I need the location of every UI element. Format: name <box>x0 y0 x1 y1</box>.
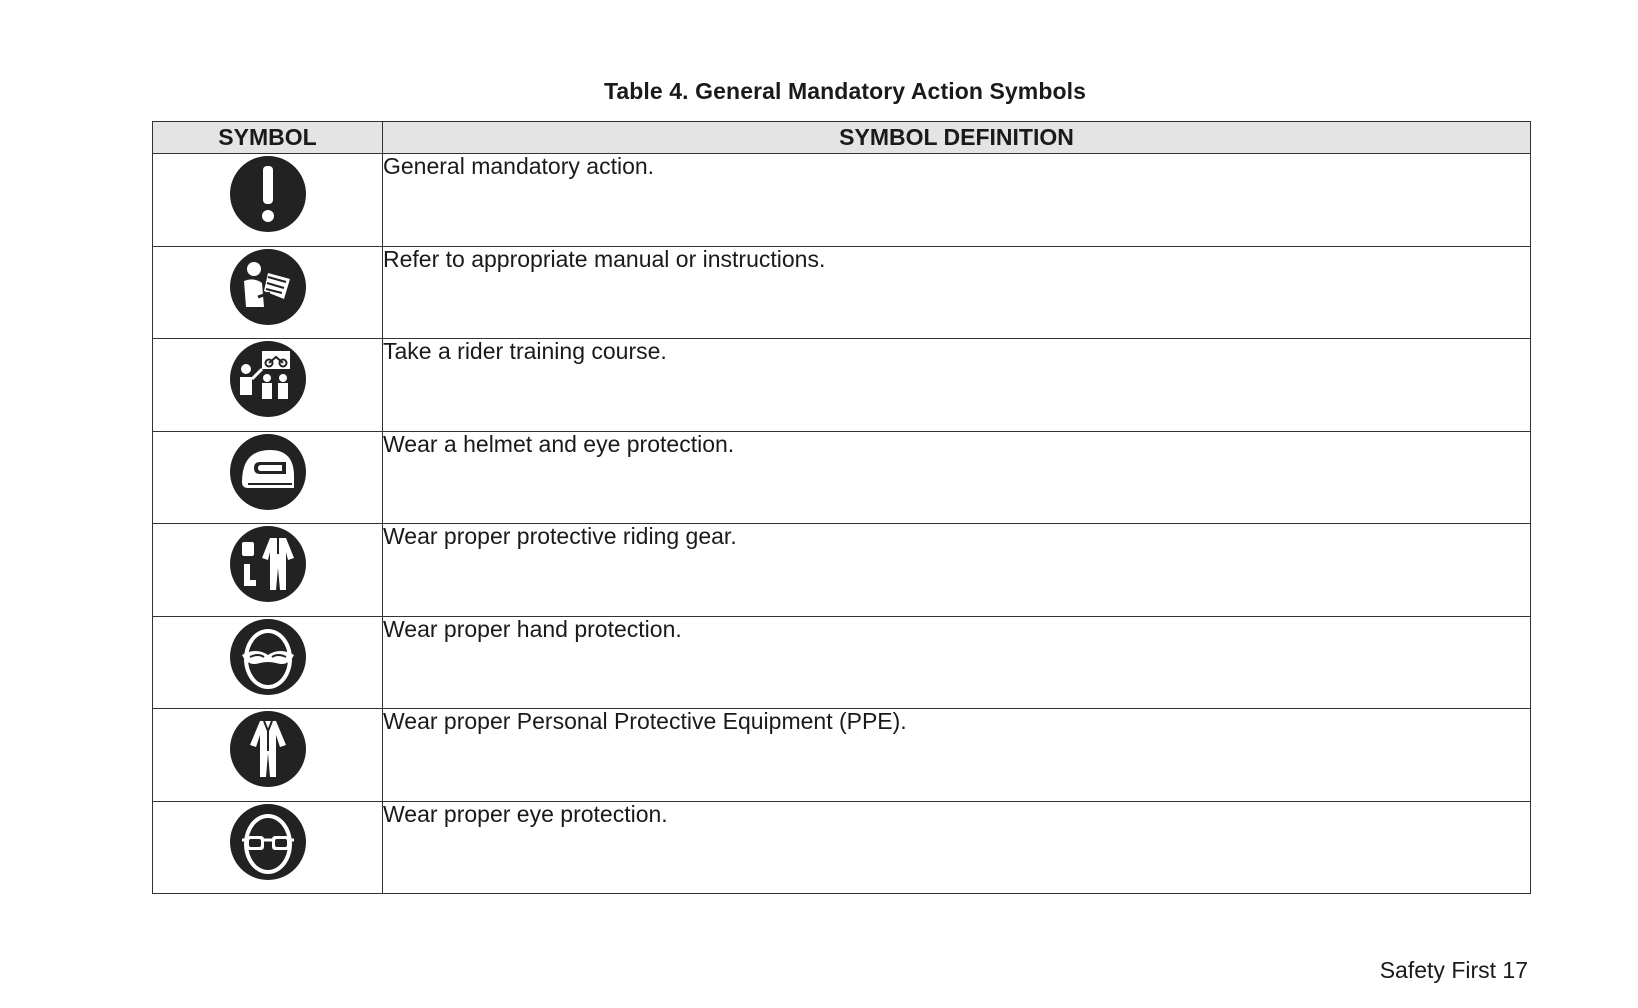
symbol-cell <box>153 154 383 247</box>
mandatory-symbols-table <box>152 121 1531 894</box>
table-title: Table 4. General Mandatory Action Symbols <box>603 78 1087 104</box>
riding-gear-icon <box>228 524 308 604</box>
coverall-icon <box>228 709 308 789</box>
rider-training-icon <box>228 339 308 419</box>
table-row <box>153 154 1531 247</box>
symbol-cell <box>153 339 383 432</box>
definition-cell: Wear a helmet and eye protection. <box>383 431 1531 524</box>
goggles-face-icon <box>228 617 308 697</box>
symbol-cell <box>153 524 383 617</box>
symbol-cell <box>153 246 383 339</box>
table-header-row <box>153 122 1531 154</box>
safety-glasses-icon <box>228 802 308 882</box>
table-row <box>153 431 1531 524</box>
symbol-cell <box>153 801 383 894</box>
symbol-cell <box>153 709 383 802</box>
table-row <box>153 616 1531 709</box>
symbol-cell <box>153 431 383 524</box>
definition-cell: Wear proper eye protection. <box>383 801 1531 894</box>
read-manual-icon <box>228 247 308 327</box>
symbol-column-header: SYMBOL <box>153 122 383 154</box>
definition-cell: Refer to appropriate manual or instructions. <box>383 246 1531 339</box>
table-row <box>153 246 1531 339</box>
table-row <box>153 801 1531 894</box>
definition-cell: Wear proper hand protection. <box>383 616 1531 709</box>
definition-cell: Wear proper protective riding gear. <box>383 524 1531 617</box>
exclamation-icon <box>228 154 308 234</box>
page-footer: Safety First 17 <box>1379 957 1528 983</box>
definition-column-header: SYMBOL DEFINITION <box>383 122 1531 154</box>
table-row <box>153 339 1531 432</box>
definition-cell: Take a rider training course. <box>383 339 1531 432</box>
table-row <box>153 709 1531 802</box>
table-row <box>153 524 1531 617</box>
symbol-cell <box>153 616 383 709</box>
definition-cell: General mandatory action. <box>383 154 1531 247</box>
helmet-icon <box>228 432 308 512</box>
definition-cell: Wear proper Personal Protective Equipment (PPE). <box>383 709 1531 802</box>
